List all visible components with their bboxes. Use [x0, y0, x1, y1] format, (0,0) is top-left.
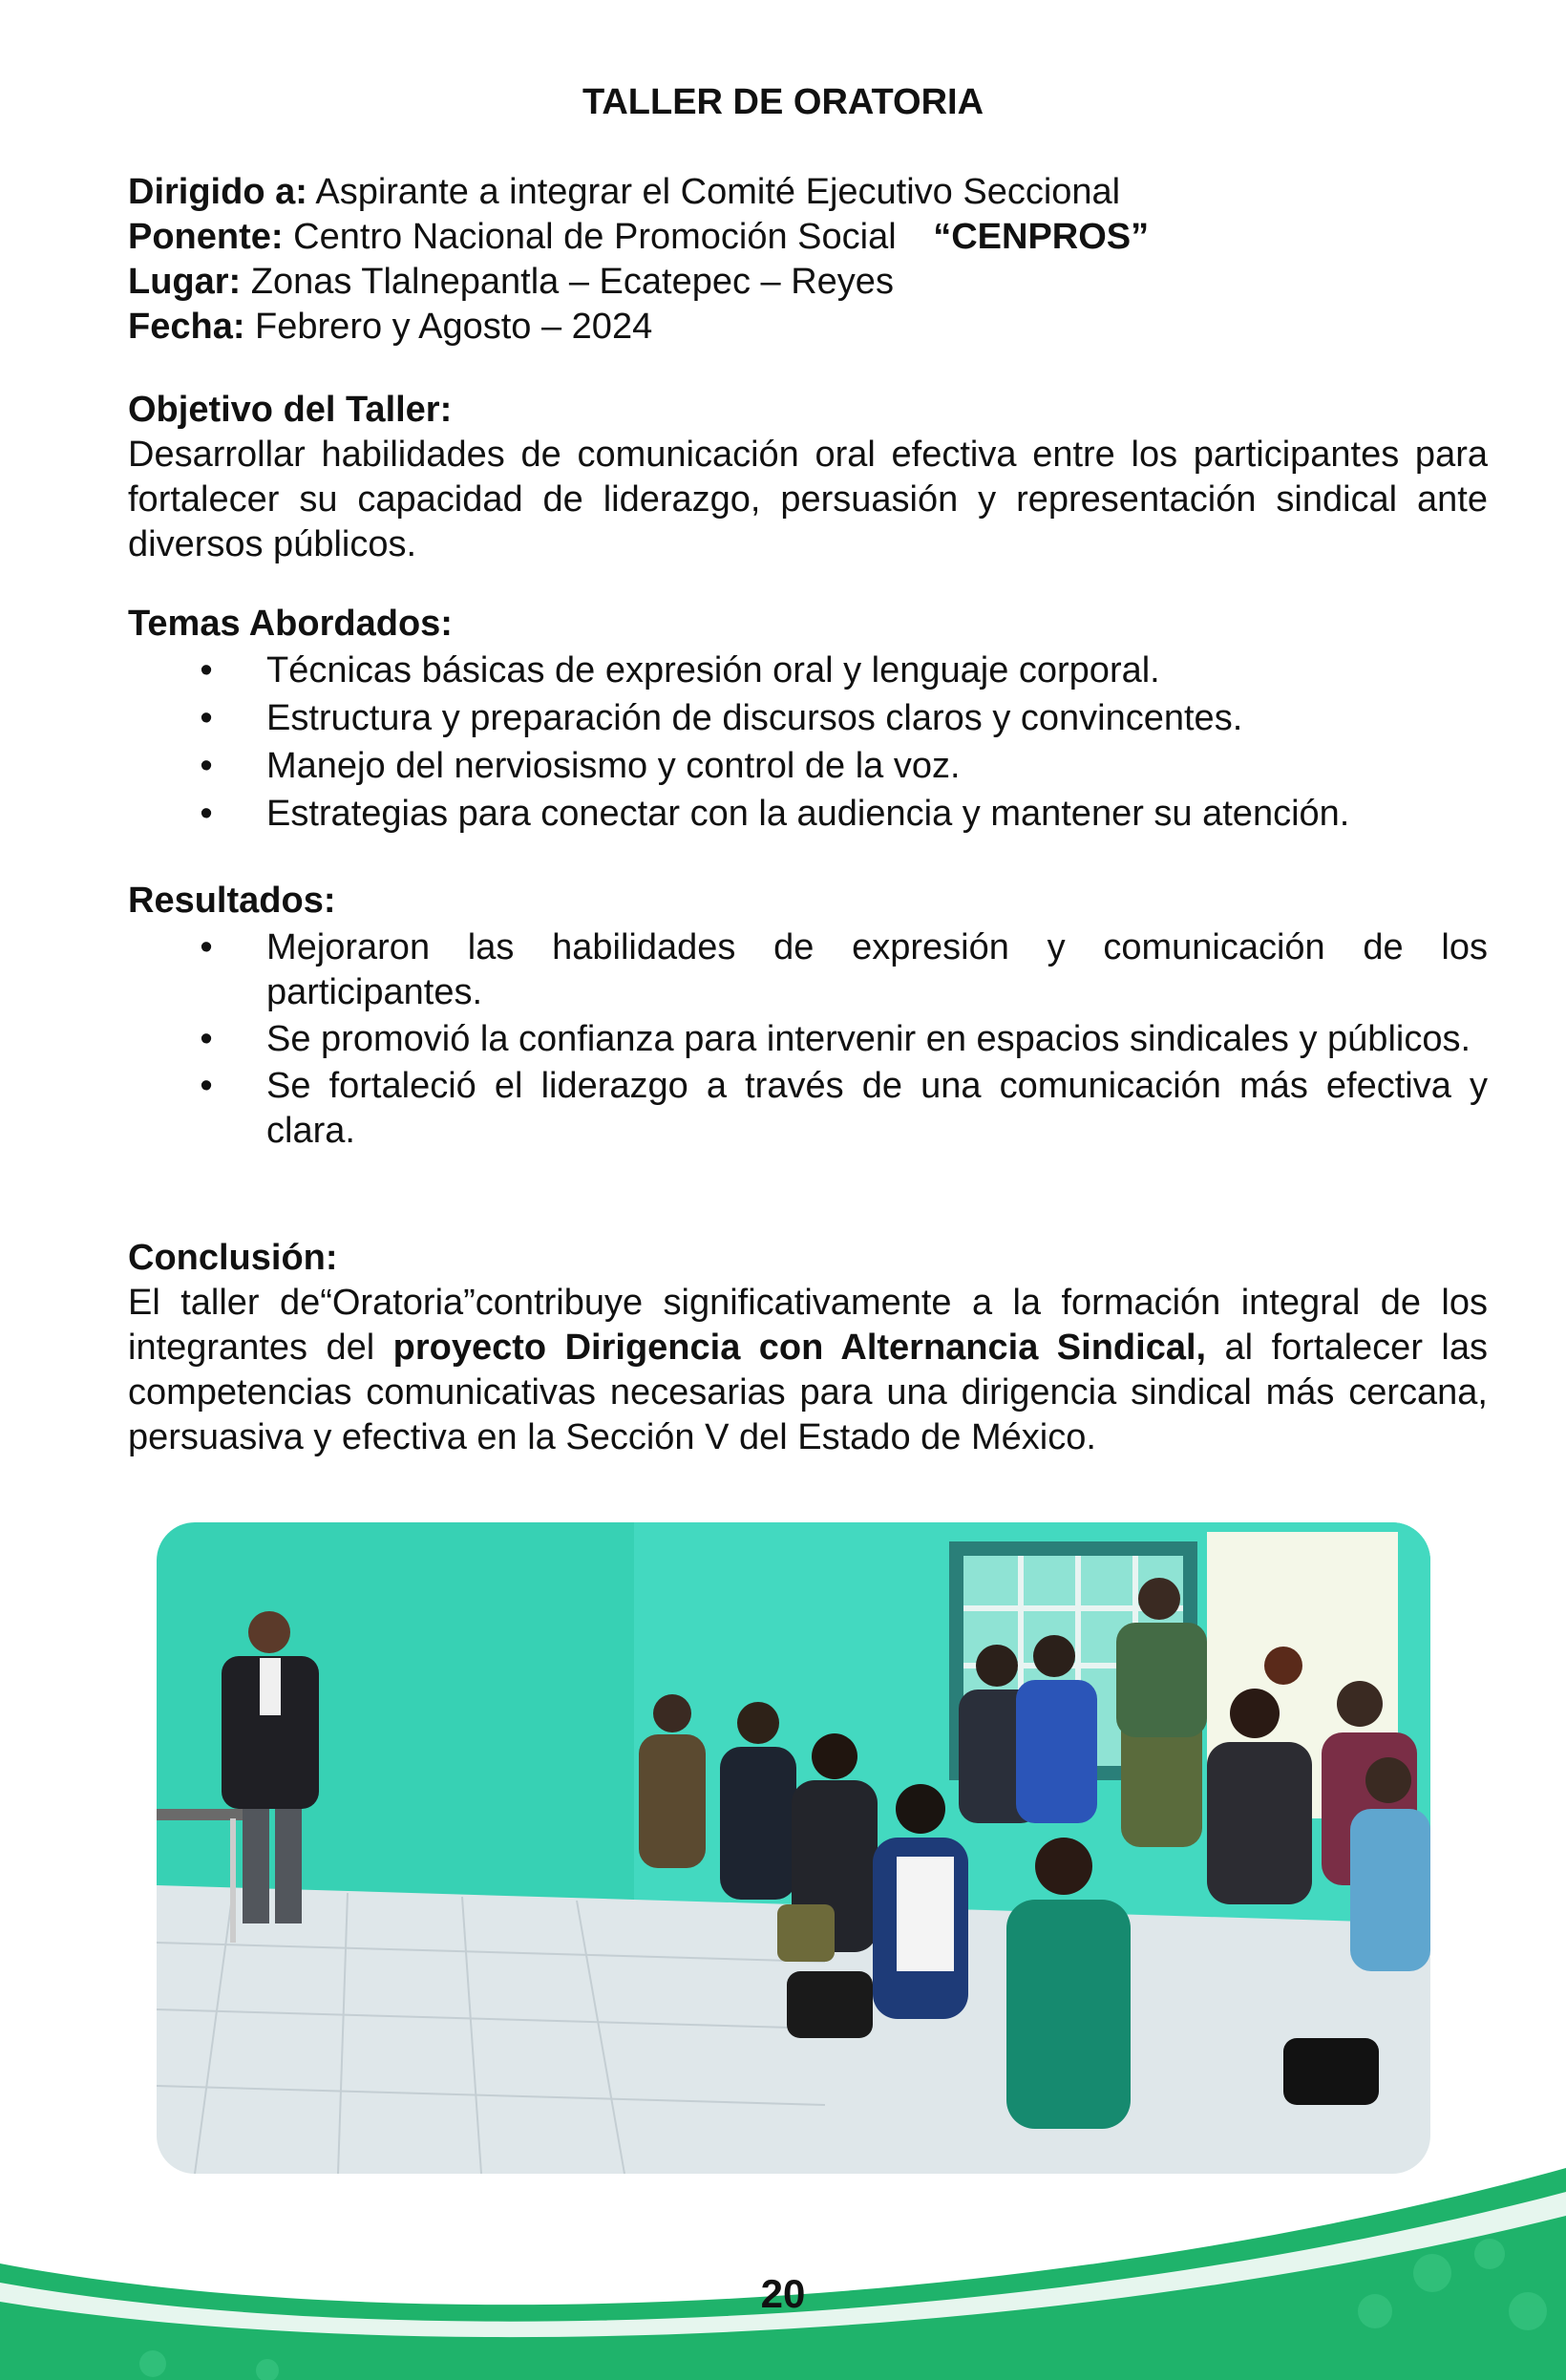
objetivo-heading: Objetivo del Taller: — [128, 390, 453, 430]
dirigido-value: Aspirante a integrar el Comité Ejecutivo Seccional — [315, 172, 1121, 212]
list-item: • Estructura y preparación de discursos claros y convincentes. — [200, 698, 1243, 738]
page-number: 20 — [760, 2271, 806, 2316]
ponente-acronym: “CENPROS” — [933, 217, 1150, 257]
info-block — [128, 170, 1488, 350]
list-item: • Se fortaleció el liderazgo a través de una comunicación más efectiva y clara. — [200, 1066, 1488, 1151]
temas-list — [128, 647, 1488, 838]
footer-wave-decoration — [0, 2149, 1566, 2380]
dirigido-label: Dirigido a: — [128, 172, 307, 212]
conclusion-project-name: proyecto Dirigencia con Alternancia Sindical, — [392, 1328, 1207, 1368]
dirigido-row — [128, 170, 1488, 215]
list-item: • Manejo del nerviosismo y control de la voz. — [200, 746, 961, 786]
list-item: • Se promovió la confianza para intervenir en espacios sindicales y públicos. — [200, 1019, 1471, 1059]
resultados-heading: Resultados: — [128, 881, 336, 921]
fecha-value: Febrero y Agosto – 2024 — [255, 307, 653, 347]
ponente-label: Ponente: — [128, 217, 284, 257]
ponente-value: Centro Nacional de Promoción Social — [293, 217, 897, 257]
conclusion-section — [128, 1236, 1488, 1460]
resultados-section — [128, 879, 1488, 1154]
temas-heading: Temas Abordados: — [128, 604, 453, 644]
workshop-photo — [157, 1522, 1430, 2174]
page-title: TALLER DE ORATORIA — [582, 82, 984, 122]
objetivo-text: Desarrollar habilidades de comunicación oral efectiva entre los participantes para fortalecer su capacidad de liderazgo, persuasión y representación sindical ante diversos públicos. — [128, 435, 1488, 564]
list-item: • Mejoraron las habilidades de expresión y comunicación de los participantes. — [200, 927, 1488, 1012]
temas-section — [128, 602, 1488, 838]
conclusion-text: El taller de“Oratoria”contribuye significativamente a la formación integral de los integrantes del proyecto Dirigencia con Alternancia Sindical, al fortalecer las competencias comunicativas necesarias para una dirigencia sindical más cercana, persuasiva y efectiva en la Sección V del Estado de México. — [128, 1283, 1489, 1457]
list-item: • Técnicas básicas de expresión oral y lenguaje corporal. — [200, 650, 1160, 691]
lugar-value: Zonas Tlalnepantla – Ecatepec – Reyes — [250, 262, 894, 302]
lugar-row — [128, 260, 1488, 305]
fecha-label: Fecha: — [128, 307, 245, 347]
resultados-list — [128, 925, 1488, 1154]
fecha-row — [128, 305, 1488, 350]
ponente-row — [128, 215, 1488, 260]
conclusion-heading: Conclusión: — [128, 1238, 338, 1278]
objetivo-section — [128, 388, 1488, 567]
lugar-label: Lugar: — [128, 262, 242, 302]
list-item: • Estrategias para conectar con la audiencia y mantener su atención. — [200, 794, 1350, 834]
